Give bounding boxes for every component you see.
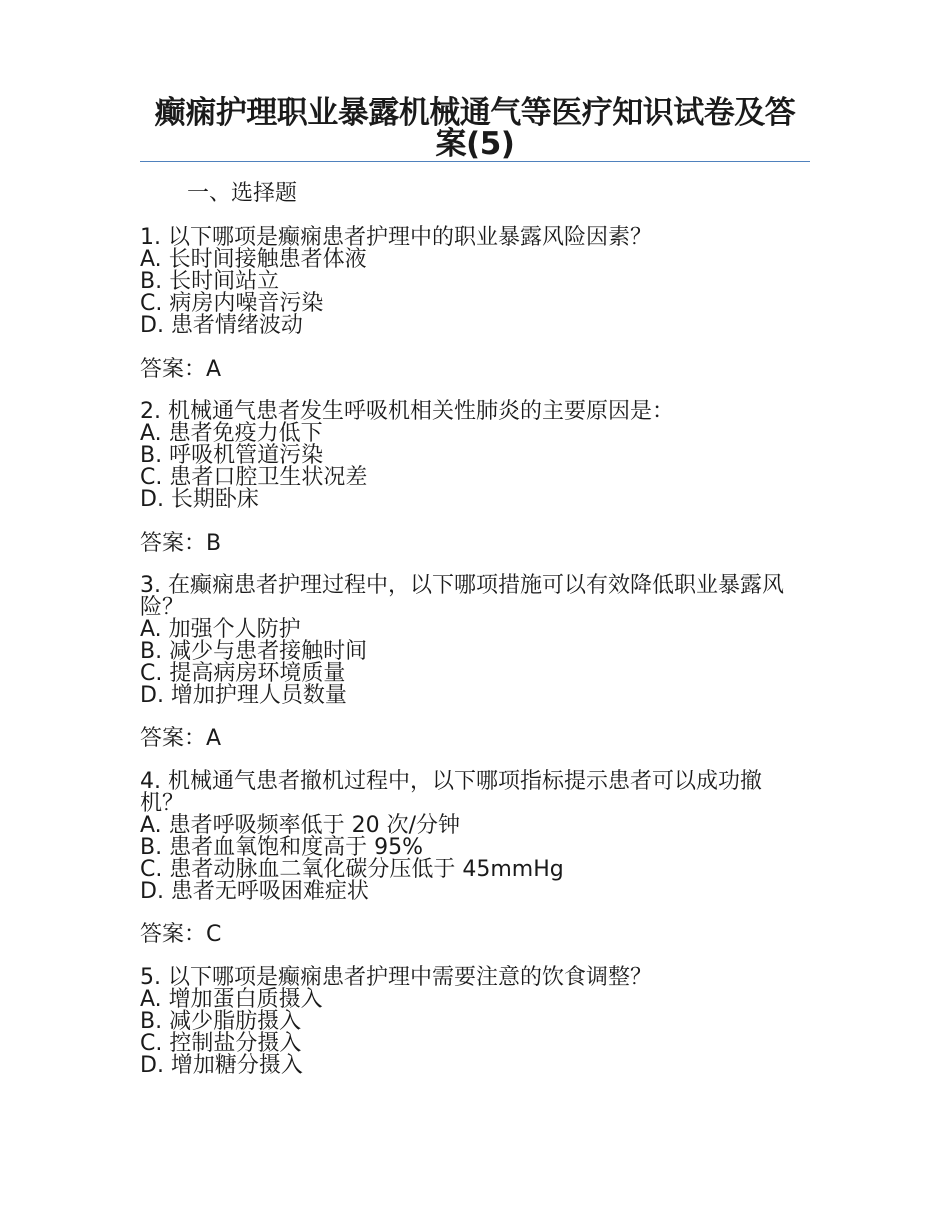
option-d: D. 长期卧床 <box>140 487 259 512</box>
question-2 <box>140 401 800 511</box>
option-d: D. 增加糖分摄入 <box>140 1053 303 1078</box>
option-a: A. 增加蛋白质摄入 <box>140 987 323 1012</box>
option-c: C. 患者口腔卫生状况差 <box>140 465 368 490</box>
question-text: 5. 以下哪项是癫痫患者护理中需要注意的饮食调整？ <box>140 965 652 990</box>
option-a: A. 患者免疫力低下 <box>140 421 323 446</box>
option-c: C. 提高病房环境质量 <box>140 661 346 686</box>
question-5 <box>140 967 800 1077</box>
answer-1: 答案：A <box>140 357 222 382</box>
question-text: 3. 在癫痫患者护理过程中，以下哪项措施可以有效降低职业暴露风险？ <box>140 573 784 620</box>
answer-2: 答案：B <box>140 531 222 556</box>
option-b: B. 减少与患者接触时间 <box>140 639 368 664</box>
question-4 <box>140 771 800 903</box>
option-d: D. 患者无呼吸困难症状 <box>140 879 369 904</box>
answer-3: 答案：A <box>140 726 222 751</box>
question-text: 1. 以下哪项是癫痫患者护理中的职业暴露风险因素？ <box>140 225 652 250</box>
section-heading: 一、选择题 <box>187 181 298 206</box>
option-b: B. 长时间站立 <box>140 269 280 294</box>
title-underline <box>140 161 810 162</box>
question-1 <box>140 227 800 337</box>
option-b: B. 患者血氧饱和度高于 95% <box>140 835 423 860</box>
option-c: C. 患者动脉血二氧化碳分压低于 45mmHg <box>140 857 564 882</box>
option-d: D. 患者情绪波动 <box>140 313 303 338</box>
option-d: D. 增加护理人员数量 <box>140 683 347 708</box>
option-a: A. 患者呼吸频率低于 20 次/分钟 <box>140 813 461 838</box>
option-a: A. 加强个人防护 <box>140 617 301 642</box>
option-c: C. 控制盐分摄入 <box>140 1031 302 1056</box>
option-b: B. 减少脂肪摄入 <box>140 1009 302 1034</box>
answer-4: 答案：C <box>140 922 222 947</box>
option-a: A. 长时间接触患者体液 <box>140 247 367 272</box>
question-3 <box>140 575 800 707</box>
question-text: 2. 机械通气患者发生呼吸机相关性肺炎的主要原因是： <box>140 399 674 424</box>
option-b: B. 呼吸机管道污染 <box>140 443 324 468</box>
question-text: 4. 机械通气患者撤机过程中，以下哪项指标提示患者可以成功撤机？ <box>140 769 762 816</box>
option-c: C. 病房内噪音污染 <box>140 291 324 316</box>
document-title: 癫痫护理职业暴露机械通气等医疗知识试卷及答案(5) <box>154 95 796 162</box>
